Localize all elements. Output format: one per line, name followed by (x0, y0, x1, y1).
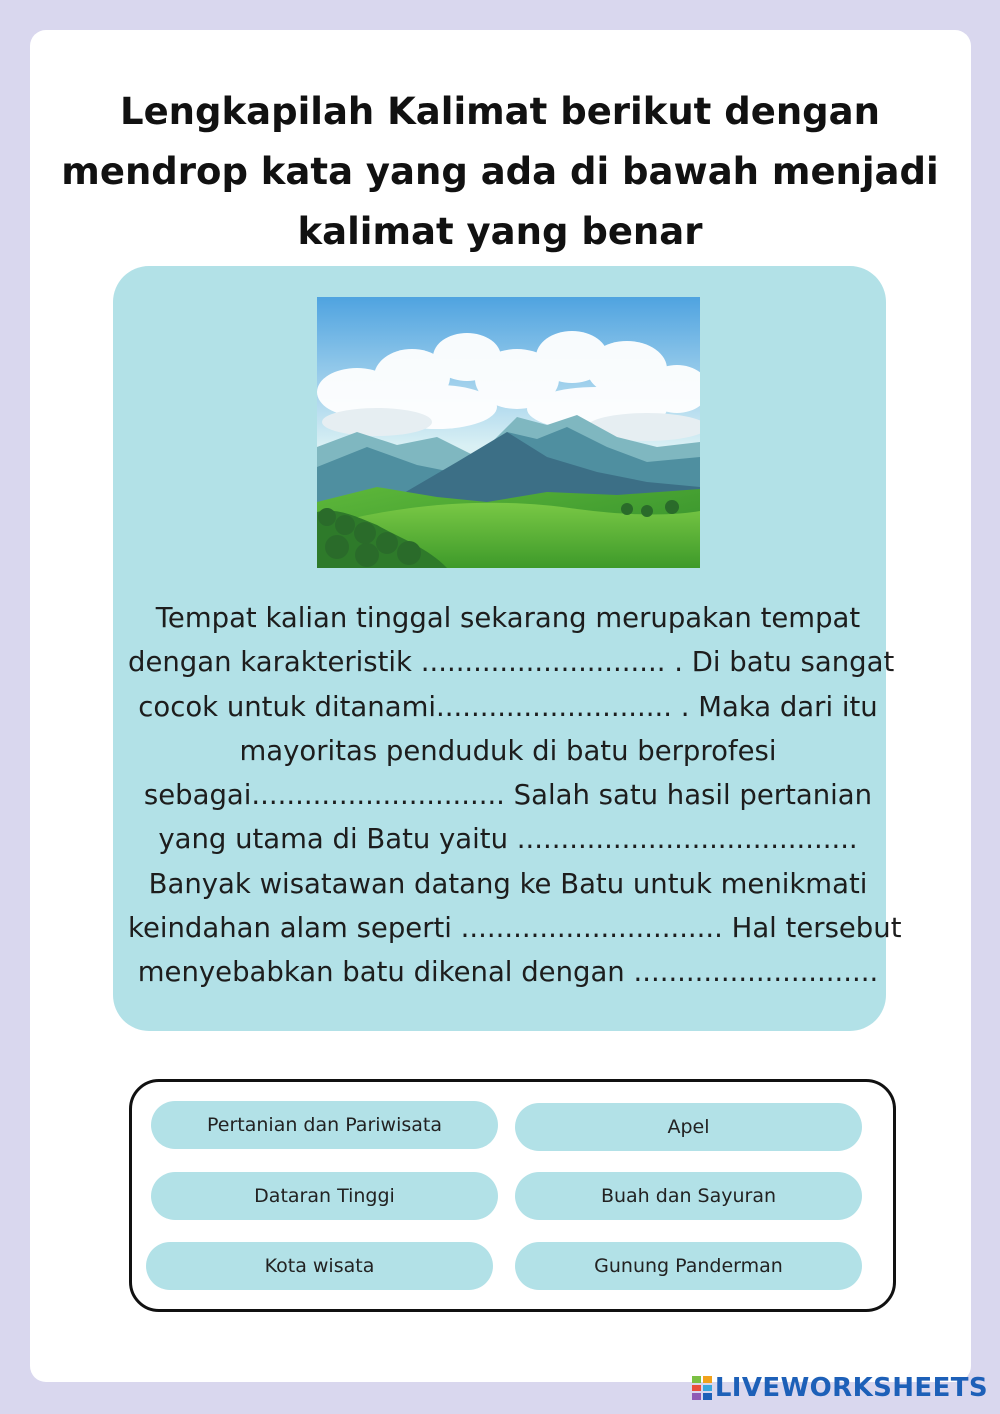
liveworksheets-mark-icon (692, 1376, 712, 1400)
worksheet-title (60, 82, 940, 262)
passage-line: Banyak wisatawan datang ke Batu untuk menikmati (148, 867, 868, 900)
passage-line: yang utama di Batu yaitu ....................................... (158, 823, 858, 856)
word-chip-buah-dan-sayuran[interactable]: Buah dan Sayuran (515, 1172, 862, 1220)
word-chip-gunung-panderman[interactable]: Gunung Panderman (515, 1242, 862, 1290)
passage-line: menyebabkan batu dikenal dengan ............................ (137, 956, 879, 989)
reading-passage (128, 596, 902, 995)
word-chip-dataran-tinggi[interactable]: Dataran Tinggi (151, 1172, 498, 1220)
word-chip-apel[interactable]: Apel (515, 1103, 862, 1151)
title-line: kalimat yang benar (297, 210, 703, 253)
passage-line: mayoritas penduduk di batu berprofesi (239, 734, 777, 767)
liveworksheets-logo[interactable] (692, 1373, 988, 1403)
landscape-image (317, 297, 700, 568)
title-line: mendrop kata yang ada di bawah menjadi (61, 150, 939, 193)
passage-line: cocok untuk ditanami........................... . Maka dari itu (138, 690, 878, 723)
passage-line: Tempat kalian tinggal sekarang merupakan tempat (155, 602, 861, 634)
brand-text: LIVEWORKSHEETS (714, 1373, 988, 1403)
word-chip-kota-wisata[interactable]: Kota wisata (146, 1242, 493, 1290)
title-line: Lengkapilah Kalimat berikut dengan (120, 90, 880, 133)
passage-line: dengan karakteristik ............................ . Di batu sangat (128, 646, 895, 679)
passage-line: sebagai............................. Salah satu hasil pertanian (143, 779, 873, 812)
passage-line: keindahan alam seperti .............................. Hal tersebut (128, 912, 902, 945)
word-chip-pertanian-dan-pariwisata[interactable]: Pertanian dan Pariwisata (151, 1101, 498, 1149)
